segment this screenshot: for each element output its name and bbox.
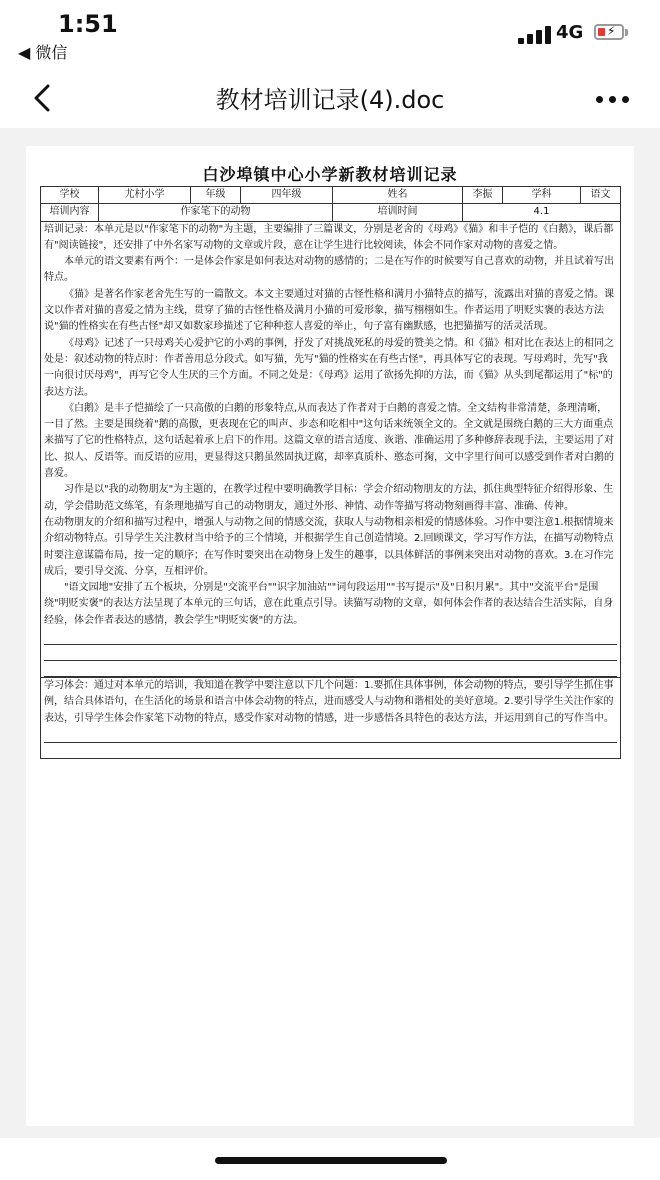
header-row-1: [41, 187, 621, 204]
blank-line: [44, 629, 617, 645]
experience-paragraph: 学习体会：通过对本单元的培训，我知道在教学中要注意以下几个问题：1.要抓住具体事例，体会动物的特点，要引导学生抓住事例，结合具体语句，在生活化的场景和语言中体会动物的特点，进而感受人与动物和谐相处的美好意境。2.要引导学生关注作家的表达，引导学生体会作家笔下动物的特点，感受作家对动物的情感，进一步感悟各具特色的表达方法，并运用到自己的写作当中。: [44, 680, 614, 724]
status-bar: [0, 0, 660, 70]
nav-bar: [0, 70, 660, 126]
cellular-signal-icon: [518, 26, 552, 44]
blank-line: [44, 645, 617, 661]
back-to-wechat-link[interactable]: ◀ 微信: [18, 43, 68, 62]
grade-label: 年级: [191, 187, 241, 204]
record-title: 白沙埠镇中心小学新教材培训记录: [202, 165, 458, 184]
content-label: 培训内容: [41, 204, 99, 221]
record-paragraph-7: 在动物朋友的介绍和描写过程中，增强人与动物之间的情感交流，获取人与动物相亲相爱的情感体验。习作中要注意1.根据情境来介绍动物特点。引导学生关注教材当中给予的三个情境，并根据学生自己创造情境。2.回顾课文，学习写作方法，在描写动物特点时要注意谋篇布局，按一定的顺序；在写作时要突出在动物身上发生的趣事，以具体鲜活的事例来突出对动物的喜欢。3.在习作完成后，要引导交流、分享，互相评价。: [44, 516, 614, 577]
grade-value: 四年级: [241, 187, 333, 204]
school-value: 尤村小学: [99, 187, 191, 204]
school-label: 学校: [41, 187, 99, 204]
blank-line: [44, 661, 617, 677]
name-label: 姓名: [333, 187, 463, 204]
record-paragraph-2: 本单元的语文要素有两个：一是体会作家是如何表达对动物的感情的；二是在写作的时候要写自己喜欢的动物，并且试着写出特点。: [44, 256, 614, 284]
record-row: [41, 221, 621, 677]
chevron-left-icon: [24, 78, 64, 118]
time-value: 4.1: [463, 204, 621, 221]
header-row-2: [41, 204, 621, 221]
time-label: 培训时间: [333, 204, 463, 221]
training-record-table: [40, 186, 621, 759]
content-value: 作家笔下的动物: [99, 204, 333, 221]
more-dots-icon: [596, 96, 603, 103]
record-paragraph-5: 《白鹅》是丰子恺描绘了一只高傲的白鹅的形象特点,从而表达了作者对于白鹅的喜爱之情。全文结构非常清楚，条理清晰，一目了然。主要是围绕着"鹅的高傲，更表现在它的叫声、步态和吃相中"这句话来统领全文的。全文就是围绕白鹅的三大方面重点来描写了它的性格特点，这句话起着承上启下的作用。这篇文章的语言适度、诙谐、准确运用了多种修辞表现手法，主要运用了对比、拟人、反语等。而反语的应用，更显得这只鹅虽然固执迂腐，却率真质朴、憨态可掬，文中字里行间可以感受到作者对白鹅的喜爱。: [44, 402, 614, 480]
record-paragraph-4: 《母鸡》记述了一只母鸡关心爱护它的小鸡的事例，抒发了对挑战死私的母爱的赞美之情。和《猫》相对比在表达上的相同之处是：叙述动物的特点时：作者善用总分段式。如写猫，先写"猫的性格实在有些古怪"，再具体写它的表现。写母鸡时，先写"我一向很讨厌母鸡"，再写它令人生厌的三个方面。不同之处是：《母鸡》运用了欲扬先抑的方法，而《猫》从头到尾都运用了"标"的表达方法。: [44, 337, 614, 398]
more-options-button[interactable]: [590, 78, 634, 118]
learning-experience-section: [41, 678, 621, 759]
record-paragraph-3: 《猫》是著名作家老舍先生写的一篇散文。本文主要通过对猫的古怪性格和满月小猫特点的描写，流露出对猫的喜爱之情。课文以作者对猫的喜爱之情为主线，贯穿了猫的古怪性格及满月小猫的可爱形象，描写栩栩如生。作者运用了明贬实褒的表达方法说"猫的性格实在有些古怪"却又如数家珍描述了它种种惹人喜爱的举止，句子富有幽默感，也把猫描写的活灵活现。: [44, 288, 614, 333]
subject-value: 语文: [581, 187, 621, 204]
document-viewer[interactable]: [0, 128, 660, 1138]
document-title: 教材培训记录(4).doc: [215, 86, 445, 114]
home-indicator[interactable]: [215, 1157, 447, 1164]
battery-tip: [625, 29, 628, 36]
training-record-section: [41, 221, 621, 677]
record-paragraph-1: 培训记录：本单元是以"作家笔下的动物"为主题，主要编排了三篇课文，分别是老舍的《母鸡》《猫》和丰子恺的《白鹅》，课后都有"阅读链接"，还安排了中外名家写动物的文章或片段，意在让学生进行比较阅读，体会不同作家对动物的喜爱之情。: [44, 223, 614, 251]
record-paragraph-8: "语文园地"安排了五个板块，分别是"交流平台""识字加油站""词句段运用""书写提示"及"日积月累"。其中"交流平台"是围绕"明贬实褒"的表达方法呈现了本单元的三句话，意在此重点引导。读猫写动物的文章，如何体会作者的表达结合生活实际，自身经验，体会作者表达的感情，教会学生"明贬实褒"的方法。: [44, 582, 614, 626]
status-time: 1:51: [58, 10, 118, 38]
back-button[interactable]: [24, 78, 64, 118]
record-paragraph-6: 习作是以"我的动物朋友"为主题的，在教学过程中要明确教学目标：学会介绍动物朋友的方法，抓住典型特征介绍得形象、生动，学会借助范文练笔，有条理地描写自己的动物朋友，通过外形、神情、动作等描写将动物刻画得丰富、准确、传神。: [44, 484, 614, 512]
network-type: 4G: [556, 22, 584, 43]
blank-line: [44, 743, 617, 758]
blank-line: [44, 727, 617, 743]
name-value: 李振: [463, 187, 503, 204]
document-page: [26, 146, 634, 1126]
subject-label: 学科: [503, 187, 581, 204]
experience-row: [41, 678, 621, 759]
battery-icon: ⚡: [594, 24, 624, 40]
